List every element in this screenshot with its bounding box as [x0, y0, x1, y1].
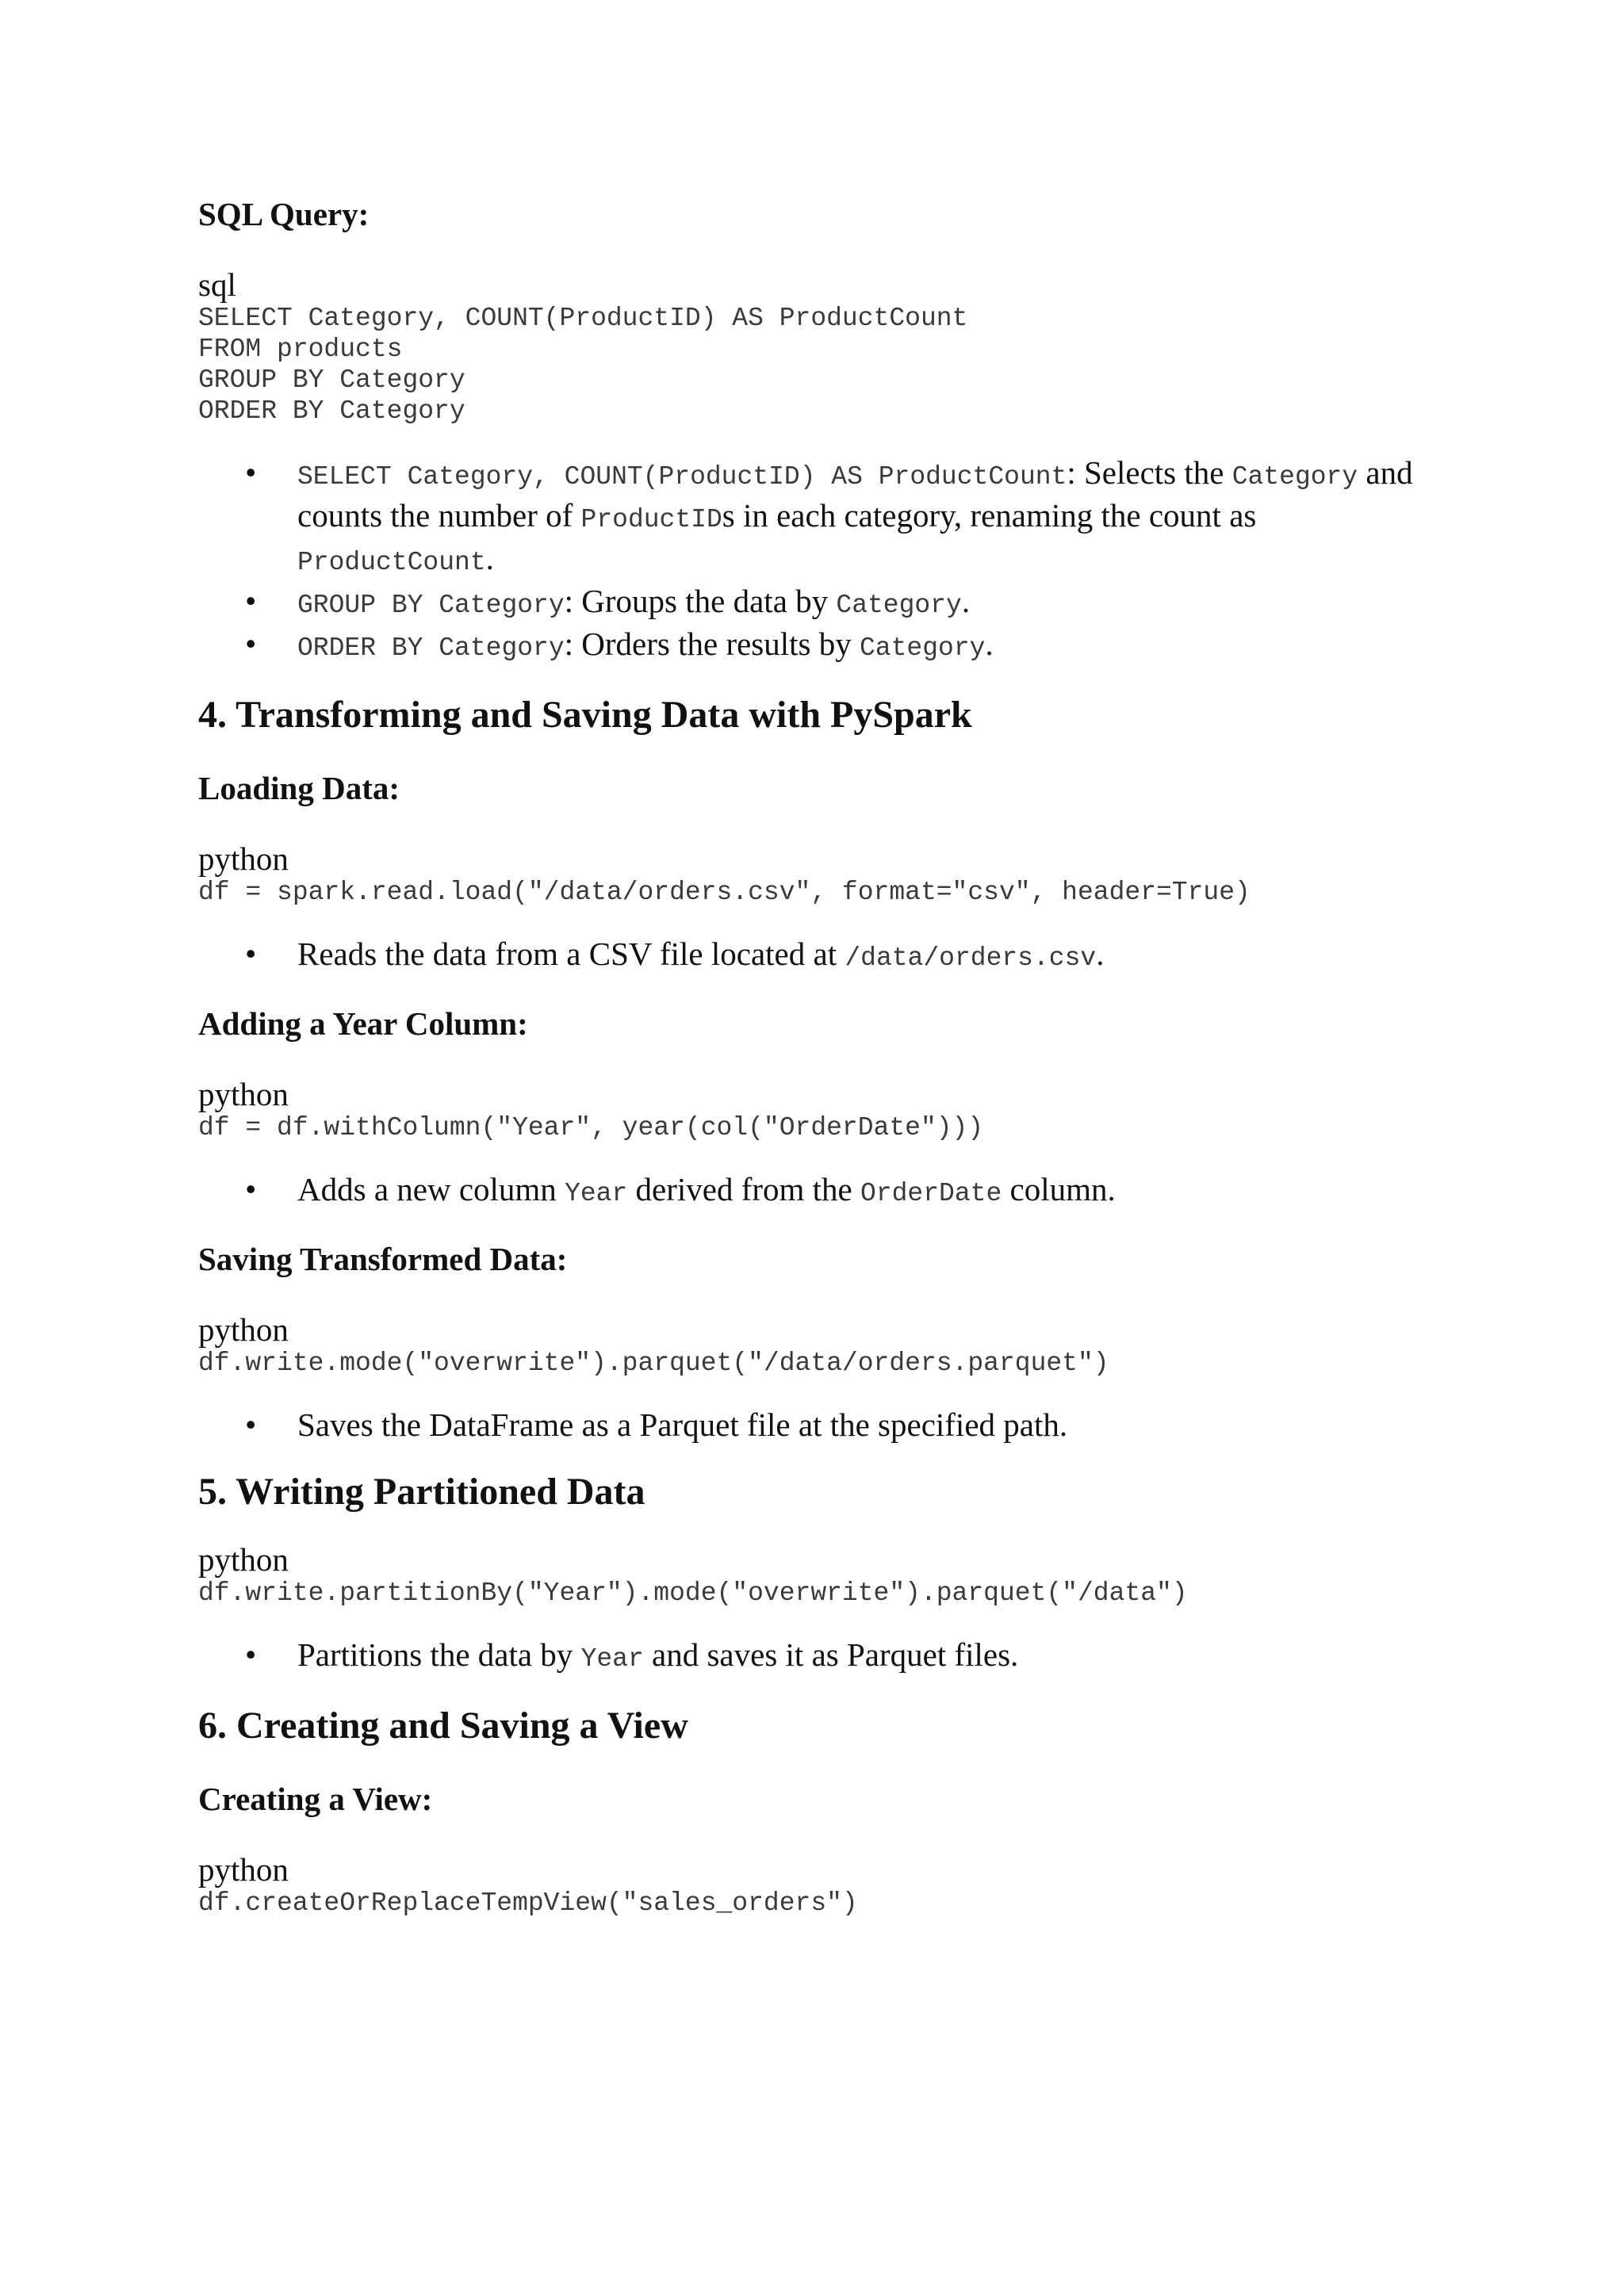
sql-code-block: SELECT Category, COUNT(ProductID) AS ProductCount FROM products GROUP BY Category ORDER BY Category [198, 304, 968, 426]
list-item [297, 1170, 1435, 1213]
loading-data-heading: Loading Data: [198, 770, 400, 806]
bullet-text: . [961, 583, 971, 619]
section-4-heading: 4. Transforming and Saving Data with PySpark [198, 694, 972, 736]
python-lang-label: python [198, 1851, 289, 1888]
inline-code: OrderDate [860, 1179, 1002, 1208]
bullet-text: Partitions the data by [297, 1636, 581, 1673]
python-lang-label: python [198, 840, 289, 877]
list-item [297, 935, 1435, 978]
list-item [297, 453, 1435, 582]
inline-code: SELECT Category, COUNT(ProductID) AS ProductCount [297, 462, 1067, 492]
view-code-block: df.createOrReplaceTempView("sales_orders") [198, 1888, 858, 1918]
creating-view-heading: Creating a View: [198, 1781, 433, 1817]
bullet-text: . [485, 540, 494, 576]
bullet-text: and saves it as Parquet files. [643, 1636, 1019, 1673]
list-item [297, 582, 1435, 625]
sql-lang-label: sql [198, 266, 236, 303]
bullet-text: : Selects the [1067, 454, 1232, 491]
inline-code: ProductID [580, 505, 722, 534]
bullet-text: . [1096, 936, 1105, 972]
year-column-explanation-list [198, 1170, 1435, 1213]
year-column-heading: Adding a Year Column: [198, 1005, 528, 1042]
inline-code: Category [836, 591, 962, 620]
document-content [198, 190, 1435, 1946]
inline-code: Year [580, 1644, 644, 1674]
list-item [297, 1636, 1435, 1678]
bullet-text: : Orders the results by [564, 626, 860, 662]
list-item [297, 625, 1435, 668]
section-5-heading: 5. Writing Partitioned Data [198, 1471, 645, 1513]
bullet-text: Reads the data from a CSV file located at [297, 936, 845, 972]
inline-code: GROUP BY Category [297, 591, 565, 620]
loading-code-block: df = spark.read.load("/data/orders.csv", format="csv", header=True) [198, 878, 1251, 907]
bullet-text: s in each category, renaming the count as [722, 497, 1257, 534]
bullet-text: Saves the DataFrame as a Parquet file at the specified path. [297, 1406, 1068, 1443]
python-lang-label: python [198, 1076, 289, 1112]
inline-code: ProductCount [297, 548, 486, 577]
sql-query-heading: SQL Query: [198, 196, 370, 232]
bullet-text: . [985, 626, 994, 662]
saving-data-heading: Saving Transformed Data: [198, 1241, 568, 1277]
loading-explanation-list [198, 935, 1435, 978]
saving-code-block: df.write.mode("overwrite").parquet("/data/orders.parquet") [198, 1349, 1109, 1378]
inline-code: Year [565, 1179, 628, 1208]
bullet-text: : Groups the data by [564, 583, 837, 619]
section-6-heading: 6. Creating and Saving a View [198, 1705, 688, 1747]
inline-code: Category [860, 633, 986, 663]
python-lang-label: python [198, 1311, 289, 1348]
bullet-text: Adds a new column [297, 1171, 565, 1207]
inline-code: Category [1231, 462, 1358, 492]
bullet-text: derived from the [627, 1171, 861, 1207]
inline-code: ORDER BY Category [297, 633, 565, 663]
sql-explanation-list [198, 453, 1435, 668]
year-column-code-block: df = df.withColumn("Year", year(col("OrderDate"))) [198, 1113, 984, 1142]
partition-code-block: df.write.partitionBy("Year").mode("overwrite").parquet("/data") [198, 1578, 1188, 1608]
inline-code: /data/orders.csv [845, 943, 1097, 973]
bullet-text: and counts the number of [297, 454, 1413, 534]
list-item [297, 1406, 1435, 1445]
bullet-text: column. [1002, 1171, 1116, 1207]
partition-explanation-list [198, 1636, 1435, 1678]
saving-explanation-list [198, 1406, 1435, 1445]
python-lang-label: python [198, 1541, 289, 1578]
